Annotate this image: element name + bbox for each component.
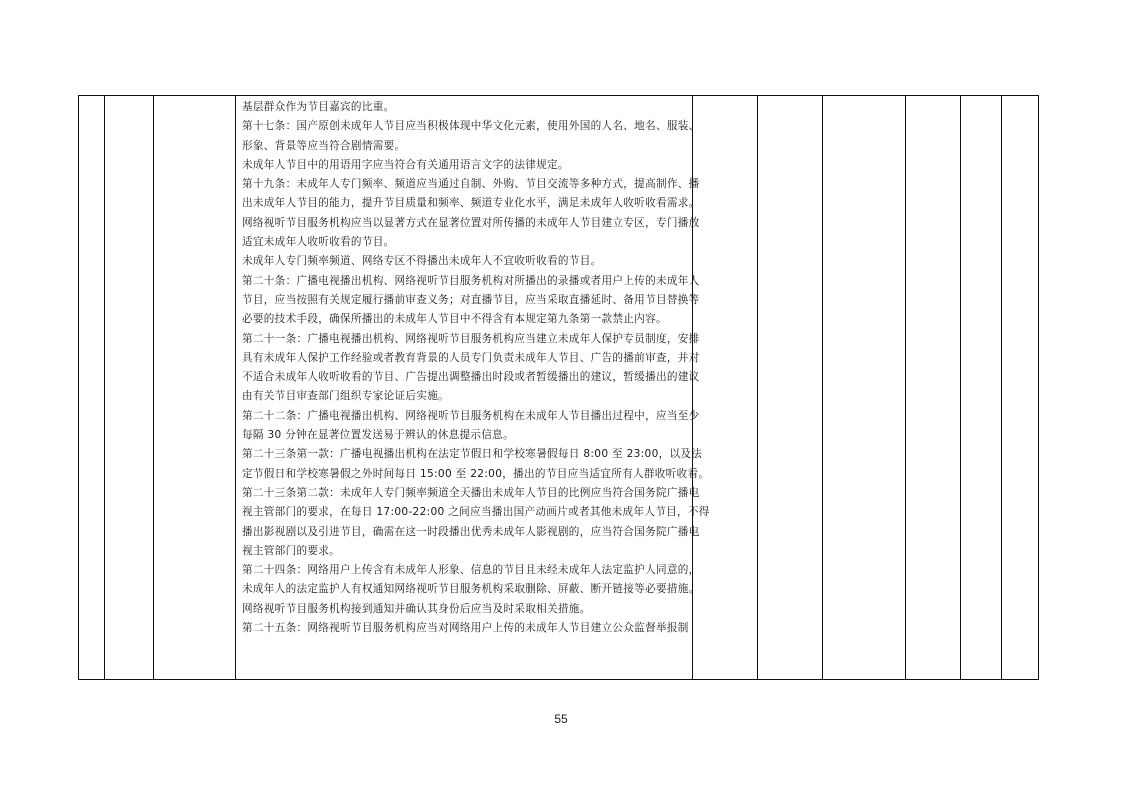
column-border: [905, 95, 906, 680]
column-border: [960, 95, 961, 680]
text-line: 视主管部门的要求。: [242, 544, 341, 557]
text-line: 出未成年人节目的能力，提升节目质量和频率、频道专业化水平，满足未成年人收听收看需求。: [242, 197, 700, 210]
text-line: 第二十一条：广播电视播出机构、网络视听节目服务机构应当建立未成年人保护专员制度，安排: [242, 332, 700, 345]
text-line: 未成年人专门频率频道、网络专区不得播出未成年人不宜收听收看的节目。: [242, 255, 602, 268]
text-line: 第二十三条第一款：广播电视播出机构在法定节假日和学校寒暑假每日 8:00 至 23:00，以及法: [242, 448, 703, 461]
text-line: 必要的技术手段，确保所播出的未成年人节目中不得含有本规定第九条第一款禁止内容。: [242, 313, 667, 326]
text-line: 第二十条：广播电视播出机构、网络视听节目服务机构对所播出的录播或者用户上传的未成年人: [242, 274, 700, 287]
text-line: 适宜未成年人收听收看的节目。: [242, 236, 395, 249]
column-border: [822, 95, 823, 680]
regulation-text-cell: [242, 98, 710, 638]
column-border: [235, 95, 236, 680]
text-line: 不适合未成年人收听收看的节目、广告提出调整播出时段或者暂缓播出的建议，暂缓播出的建议: [242, 371, 700, 384]
text-line: 视主管部门的要求，在每日 17:00-22:00 之间应当播出国产动画片或者其他未成年人节目，不得: [242, 506, 710, 519]
column-border: [104, 95, 105, 680]
table-bottom-border: [78, 679, 1038, 680]
text-line: 形象、背景等应当符合剧情需要。: [242, 139, 406, 152]
text-line: 定节假日和学校寒暑假之外时间每日 15:00 至 22:00，播出的节目应当适宜所有人群收听收看。: [242, 467, 710, 480]
text-line: 未成年人节目中的用语用字应当符合有关通用语言文字的法律规定。: [242, 158, 569, 171]
text-line: 每隔 30 分钟在显著位置发送易于辨认的休息提示信息。: [242, 429, 514, 442]
text-line: 节目，应当按照有关规定履行播前审查义务；对直播节目，应当采取直播延时、备用节目替换等: [242, 293, 700, 306]
column-border: [78, 95, 79, 680]
table-top-border: [78, 95, 1038, 96]
text-line: 第十七条：国产原创未成年人节目应当积极体现中华文化元素，使用外国的人名、地名、服装、: [242, 120, 700, 133]
text-line: 基层群众作为节目嘉宾的比重。: [242, 101, 395, 113]
text-line: 具有未成年人保护工作经验或者教育背景的人员专门负责未成年人节目、广告的播前审查，并对: [242, 351, 700, 364]
column-border: [757, 95, 758, 680]
text-line: 播出影视剧以及引进节目，确需在这一时段播出优秀未成年人影视剧的，应当符合国务院广播电: [242, 525, 700, 538]
column-border: [1038, 95, 1039, 680]
text-line: 由有关节目审查部门组织专家论证后实施。: [242, 390, 449, 403]
text-line: 网络视听节目服务机构应当以显著方式在显著位置对所传播的未成年人节目建立专区，专门播放: [242, 216, 700, 229]
text-line: 第二十五条：网络视听节目服务机构应当对网络用户上传的未成年人节目建立公众监督举报制: [242, 622, 689, 635]
text-line: 第十九条：未成年人专门频率、频道应当通过自制、外购、节目交流等多种方式，提高制作、播: [242, 178, 700, 191]
column-border: [1001, 95, 1002, 680]
text-line: 未成年人的法定监护人有权通知网络视听节目服务机构采取删除、屏蔽、断开链接等必要措施。: [242, 583, 700, 596]
page-number: 55: [554, 712, 568, 726]
text-line: 第二十二条：广播电视播出机构、网络视听节目服务机构在未成年人节目播出过程中，应当至少: [242, 409, 700, 422]
text-line: 网络视听节目服务机构接到通知并确认其身份后应当及时采取相关措施。: [242, 602, 591, 615]
text-line: 第二十四条：网络用户上传含有未成年人形象、信息的节目且未经未成年人法定监护人同意的，: [242, 564, 700, 577]
column-border: [153, 95, 154, 680]
text-line: 第二十三条第二款：未成年人专门频率频道全天播出未成年人节目的比例应当符合国务院广播电: [242, 486, 700, 499]
